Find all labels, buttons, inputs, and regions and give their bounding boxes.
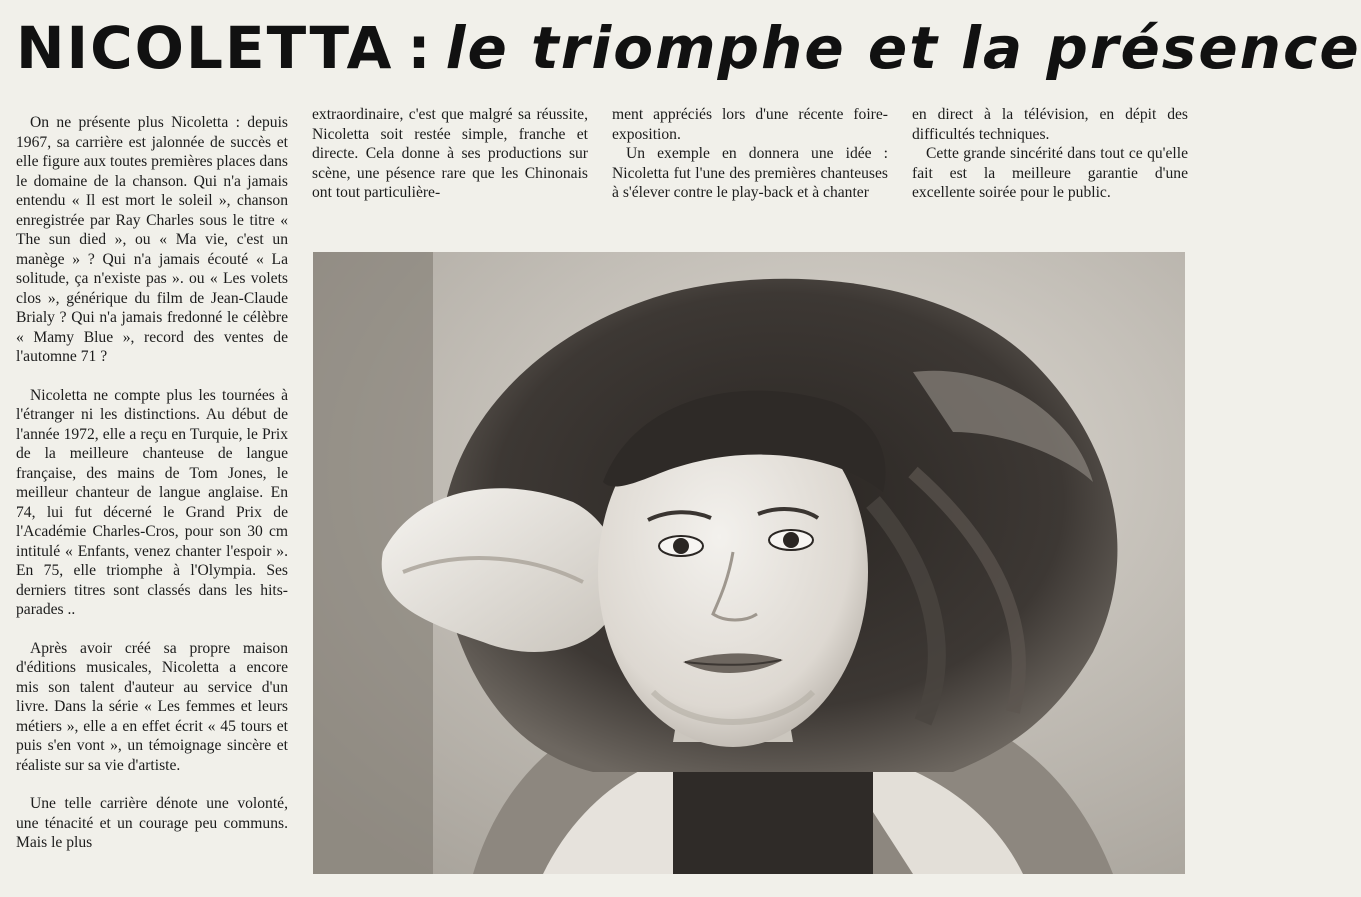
headline-subtitle: le triomphe et la présence <box>445 14 1361 82</box>
article-paragraph: en direct à la télévision, en dépit des difficultés techniques. <box>912 106 1188 143</box>
article-paragraph: extraordinaire, c'est que malgré sa réussite, Nicoletta soit restée simple, franche et directe. Cela donne à ses productions sur scène, une pésence rare que les Chinonais ont tout particulière- <box>312 106 588 201</box>
headline-name: NICOLETTA <box>16 14 394 82</box>
article-column-4 <box>912 105 1188 203</box>
article-paragraph: Nicoletta ne compte plus les tournées à l'étranger ni les distinctions. Au début de l'année 1972, elle a reçu en Turquie, le Prix de la meilleure chanteuse de langue française, des mains de Tom Jones, le meilleur chanteur de langue anglaise. En 74, lui fut décerné le Grand Prix de l'Académie Charles-Cros, pour son 30 cm intitulé « Enfants, venez chanter l'espoir ». En 75, elle triomphe à l'Olympia. Ses derniers titres sont classés dans les hits-parades .. <box>16 386 288 618</box>
portrait-illustration <box>313 252 1185 874</box>
article-column-3 <box>612 105 888 203</box>
headline <box>16 8 1361 88</box>
portrait-photo <box>313 252 1185 874</box>
article-column-1 <box>16 113 288 853</box>
article-paragraph: ment appréciés lors d'une récente foire-exposition. <box>612 106 888 143</box>
article-paragraph: Un exemple en donnera une idée : Nicoletta fut l'une des premières chanteuses à s'élever contre le play-back et à chanter <box>612 145 888 201</box>
article-column-2 <box>312 105 588 203</box>
headline-separator: : <box>407 14 432 82</box>
article-paragraph: Une telle carrière dénote une volonté, une ténacité et un courage peu communs. Mais le plus <box>16 795 288 851</box>
article-paragraph: Après avoir créé sa propre maison d'éditions musicales, Nicoletta a encore mis son talent d'auteur au service d'un livre. Dans la série « Les femmes et leurs métiers », elle a en effet écrit « 45 tours et puis s'en vont », un témoignage sincère et réaliste sur sa vie d'artiste. <box>16 639 288 774</box>
article-paragraph: Cette grande sincérité dans tout ce qu'elle fait est la meilleure garantie d'une excellente soirée pour le public. <box>912 145 1188 201</box>
article-paragraph: On ne présente plus Nicoletta : depuis 1967, sa carrière est jalonnée de succès et elle figure aux toutes premières places dans le domaine de la chanson. Qui n'a jamais entendu « Il est mort le soleil », chanson enregistrée par Ray Charles sous le titre « The sun died », ou « Ma vie, c'est un manège » ? Qui n'a jamais écouté « La solitude, ça n'existe pas ». ou « Les volets clos », générique du film de Jean-Claude Brialy ? Qui n'a jamais fredonné le célèbre « Mamy Blue », record des ventes de l'automne 71 ? <box>16 114 288 365</box>
